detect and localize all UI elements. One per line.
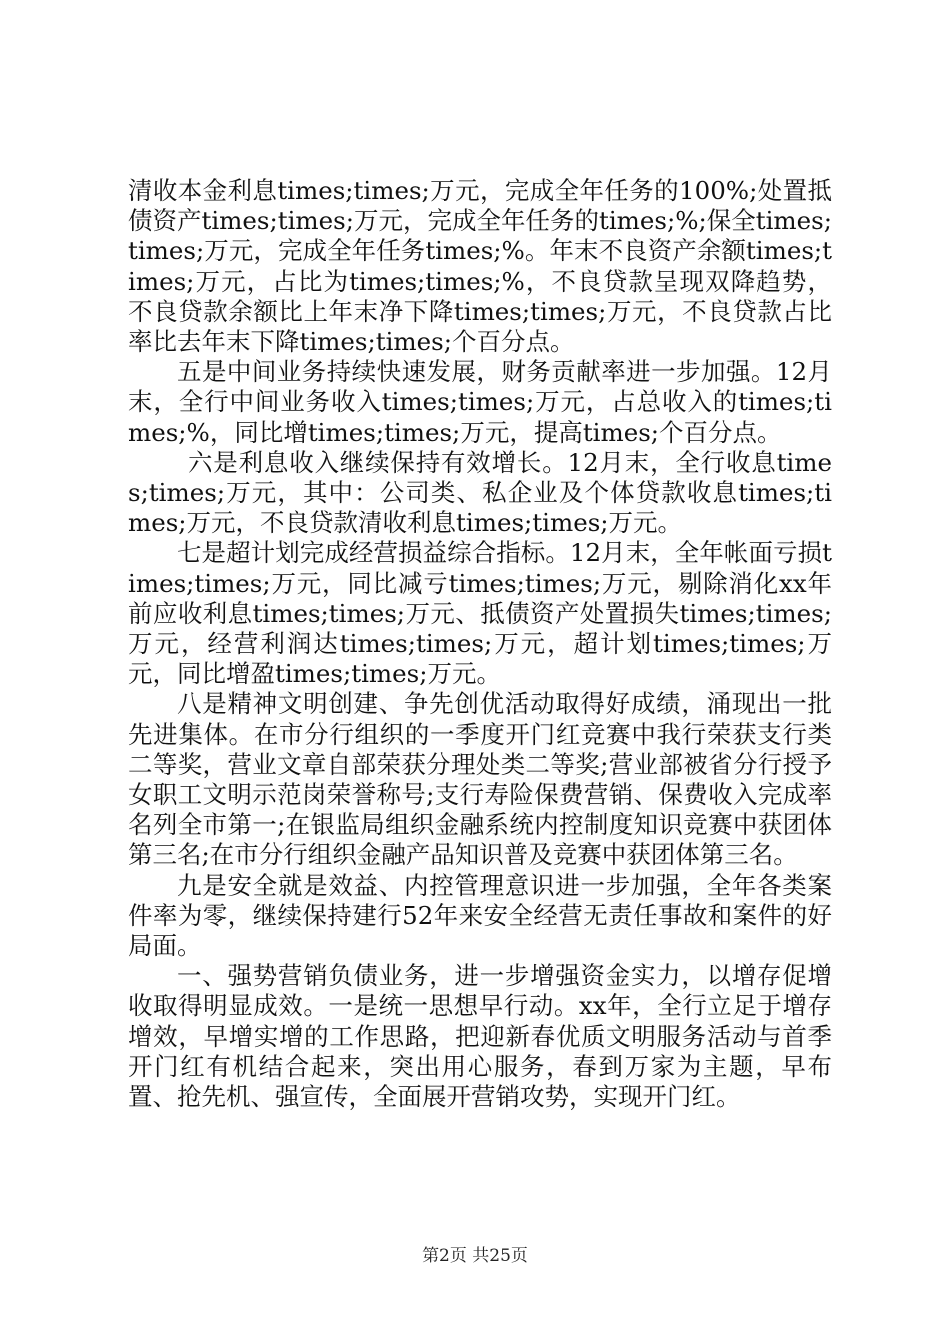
- paragraph-profit-indicators: 七是超计划完成经营损益综合指标。12月末，全年帐面亏损times;times;万元，同比减亏times;times;万元，剔除消化xx年前应收利息times;times;万元、抵债资产处置损失times;times;万元，经营利润达times;times;万元，超计划times;times;万元，同比增盈times;times;万元。: [128, 538, 832, 689]
- paragraph-safety-control: 九是安全就是效益、内控管理意识进一步加强，全年各类案件率为零，继续保持建行52年来安全经营无责任事故和案件的好局面。: [128, 870, 832, 961]
- page-number-footer: 第2页 共25页: [422, 1246, 528, 1266]
- document-body: [128, 176, 832, 1112]
- paragraph-civilization-awards: 八是精神文明创建、争先创优活动取得好成绩，涌现出一批先进集体。在市分行组织的一季度开门红竞赛中我行荣获支行类二等奖，营业文章自部荣获分理处类二等奖;营业部被省分行授予女职工文明示范岗荣誉称号;支行寿险保费营销、保费收入完成率名列全市第一;在银监局组织金融系统内控制度知识竞赛中获团体第三名;在市分行组织金融产品知识普及竞赛中获团体第三名。: [128, 689, 832, 870]
- paragraph-recovery-summary: 清收本金利息times;times;万元，完成全年任务的100%;处置抵债资产times;times;万元，完成全年任务的times;%;保全times;times;万元，完成全年任务times;%。年末不良资产余额times;times;万元，占比为times;times;%，不良贷款呈现双降趋势，不良贷款余额比上年末净下降times;times;万元，不良贷款占比率比去年末下降times;times;个百分点。: [128, 176, 832, 357]
- paragraph-intermediate-business: 五是中间业务持续快速发展，财务贡献率进一步加强。12月末，全行中间业务收入times;times;万元，占总收入的times;times;%，同比增times;times;万元，提高times;个百分点。: [128, 357, 832, 447]
- paragraph-interest-income: 六是利息收入继续保持有效增长。12月末，全行收息times;times;万元，其中：公司类、私企业及个体贷款收息times;times;万元，不良贷款清收利息times;times;万元。: [128, 447, 832, 538]
- paragraph-liability-marketing: 一、强势营销负债业务，进一步增强资金实力，以增存促增收取得明显成效。一是统一思想早行动。xx年，全行立足于增存增效，早增实增的工作思路，把迎新春优质文明服务活动与首季开门红有机结合起来，突出用心服务，春到万家为主题，早布置、抢先机、强宣传，全面展开营销攻势，实现开门红。: [128, 961, 832, 1112]
